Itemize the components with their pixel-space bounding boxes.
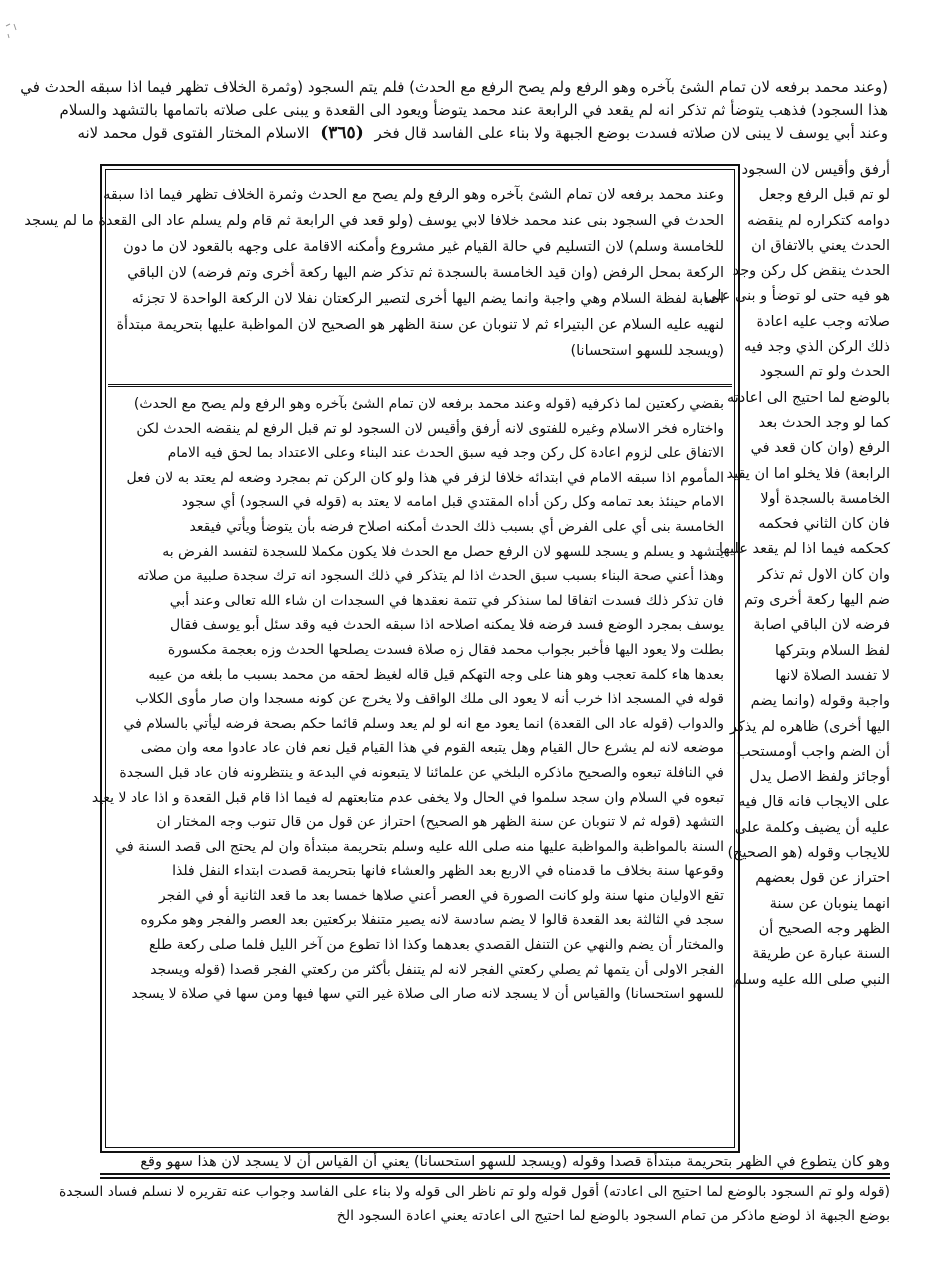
sharh-line: وهذا أعني صحة البناء بسبب سبق الحدث اذا لم يتذكر في ذلك السجود انه ترك سجدة صلبية من صلاته: [137, 568, 724, 585]
corner-mark-icon: [4, 20, 24, 40]
footnote-rule-inner: [100, 1177, 890, 1179]
sharh-line: التشهد (قوله ثم لا تنوبان عن سنة الظهر هو الصحيح) احتراز عن قول من قال تنوب وجه المختار ان: [156, 814, 724, 831]
section-divider: [108, 384, 732, 387]
sharh-line: موضعه لانه لم يشرع حال القيام وهل يتبعه القوم في هذا القيام قيل نعم فان عاد عادوا معه وان مضى: [140, 740, 724, 757]
margin-commentary: [704, 158, 890, 993]
margin-line: الحدث ينقض كل ركن وجد: [732, 263, 890, 280]
sharh-line: سجد في الثالثة بعد القعدة قالوا لا يضم سادسة لانه يصير متنفلا بركعتين بعد العصر والفجر وهو مكروه: [140, 912, 724, 929]
sharh-text: [91, 392, 724, 1007]
sharh-line: المأموم اذا سبقه الامام في ابتدائه خلافا لزفر في هذا ولو كان الركن تم بمجرد وضعه لم يعتد به لان فعل: [126, 469, 724, 486]
margin-line: ضم اليها ركعة أخرى وتم: [743, 592, 890, 609]
margin-line: للايجاب وقوله (هو الصحيح): [727, 845, 890, 862]
upper-line-end: الاسلام المختار الفتوى قول محمد لانه: [77, 124, 310, 142]
margin-line: فان كان الثاني فحكمه: [758, 516, 890, 533]
sharh-line: فان تذكر ذلك فسدت اتفاقا لما سنذكر في تتمة نعقدها في السجدات ان شاء الله تعالى وعند أبي: [169, 592, 724, 609]
continuation-line: وهو كان يتطوع في الظهر بتحريمة مبتدأة قصدا وقوله (ويسجد للسهو استحسانا) يعني أن القياس أن لا يسجد لان هذا سهو وقع: [140, 1154, 890, 1170]
sharh-line: يتشهد و يسلم و يسجد للسهو لان الرفع حصل مع الحدث فلا يكون مكملا للسجدة لتفسد الفرض به: [162, 543, 724, 560]
upper-line-start: وعند أبي يوسف لا يبنى لان صلاته فسدت بوضع الجبهة ولا بناء على الفاسد قال فخر: [374, 124, 888, 142]
matn-line: اصابة لفظة السلام وهي واجبة وانما يضم اليها أخرى لتصير الركعتان نفلا لان الركعة الواحدة لا تجزئه: [131, 291, 724, 307]
margin-line: انهما ينوبان عن سنة: [769, 895, 890, 912]
margin-line: النبي صلى الله عليه وسلم: [732, 971, 890, 988]
main-frame: [24, 164, 740, 1153]
margin-line: بالوضع لما احتيج الى اعادته: [726, 389, 890, 406]
sharh-line: والدواب (قوله عاد الى القعدة) انما يعود مع انه لو لم يعد وسلم قائما حكم بصحة فرضه ليأتي بالسلام في: [123, 715, 724, 732]
matn-line: الركعة بمحل الرفض (وان قيد الخامسة بالسجدة ثم تذكر ضم اليها ركعة أخرى وتم فرضه) لان الباقي: [127, 265, 724, 281]
margin-line: السنة عبارة عن طريقة: [752, 946, 890, 963]
margin-line: ذلك الركن الذي وجد فيه: [744, 339, 890, 356]
margin-line: وان كان الاول ثم تذكر: [757, 566, 890, 583]
upper-commentary: [20, 76, 888, 145]
margin-line: الحدث يعني بالاتفاق ان: [751, 237, 890, 254]
margin-line: اليها أخرى) ظاهره لم يذكر: [729, 718, 890, 735]
sharh-line: واختاره فخر الاسلام وغيره للفتوى لانه أرفق وأقيس لان السجود لو تم قبل الرفع لم ينقضه الحدث لكن: [136, 420, 724, 437]
margin-line: كحكمه فيما اذا لم يقعد عليها: [718, 541, 890, 558]
margin-line: لو تم قبل الرفع وجعل: [758, 187, 890, 204]
footnote-rule: [100, 1173, 890, 1175]
upper-line: هذا السجود) فذهب يتوضأ ثم تذكر انه لم يقعد في الرابعة عند محمد يتوضأ ويعود الى القعدة و يبنى على صلاته باتمامها بالتشهد والسلام: [59, 101, 888, 119]
matn-line: الحدث في السجود بنى عند محمد خلافا لابي يوسف (ولو قعد في الرابعة ثم قام ولم يسلم عاد الى القعدة ما لم يسجد: [24, 213, 724, 229]
margin-line: الرابعة) فلا يخلو اما ان يقيد: [726, 465, 890, 482]
footnote-line: (قوله ولو تم السجود بالوضع لما احتيج الى اعادته) أقول قوله ولو تم ناظر الى قوله ولا بناء على الفاسد وجواب عنه تقريره لا نسلم فساد السجدة: [58, 1184, 890, 1200]
margin-line: دوامه كتكراره لم ينقضه: [747, 212, 890, 229]
upper-line: [77, 122, 888, 145]
margin-line: كما لو وجد الحدث بعد: [758, 414, 890, 431]
upper-line: (وعند محمد برفعه لان تمام الشئ بآخره وهو الرفع ولم يصح الرفع مع الحدث) فلم يتم السجود (وثمرة الخلاف تظهر فيما اذا سبقه الحدث في: [20, 78, 888, 96]
footnotes: [58, 1180, 890, 1228]
sharh-line: تقع الاوليان منها سنة ولو كانت الصورة في العصر أعني صلاها خمسا بعد ما قعد الثانية أو في الفجر: [158, 887, 724, 904]
margin-line: الظهر وجه الصحيح أن: [758, 920, 890, 937]
sharh-line: الفجر الاولى أن يتمها ثم يصلي ركعتي الفجر لانه لم يتنفل بأكثر من ركعتي الفجر قصدا (قوله ويسجد: [150, 961, 724, 978]
sharh-line: يوسف بمجرد الوضع فسد فرضه فلا يمكنه اصلاحه اذا سبقه الحدث فيه وقد سئل أبو يوسف فقال: [169, 617, 724, 634]
margin-line: لفظ السلام وبتركها: [774, 642, 890, 659]
sharh-line: وقوعها سنة بخلاف ما قدمناه في الاربع بعد الظهر والعشاء فانها بتحريمة قصدت ابتداء النفل فلذا: [172, 863, 724, 880]
sharh-line: الاتفاق على لزوم اعادة كل ركن وجد فيه سبق الحدث عند البناء وعلى الاعتداد بما لحق فيه الامام: [167, 445, 724, 462]
matn-line: لنهيه عليه السلام عن البتيراء ثم لا تنوبان عن سنة الظهر هو الصحيح لان المواظبة عليها بتحريمة مبتدأة: [116, 317, 724, 333]
sharh-line: السنة بالمواظبة والمواظبة عليها منه صلى الله عليه وسلم بتحريمة مبتدأة وان لم يحتج الى قصد السنة في: [115, 838, 724, 855]
margin-line: أرفق وأقيس لان السجود: [741, 162, 890, 178]
margin-line: عليه أن يضيف وكلمة على: [734, 819, 890, 836]
sharh-line: بطلت ولا يعود اليها فأخبر بجواب محمد فقال زه صلاة فسدت يصلحها الحدث وزه بعجمة مكسورة: [167, 641, 724, 658]
margin-line: أن الضم واجب أومستحب: [736, 743, 890, 760]
sharh-line: والمختار أن يضم والنهي عن التنفل القصدي بعدهما وكذا اذا تطوع من آخر الليل فلما صلى ركعة طلع: [149, 937, 724, 954]
sharh-line: للسهو استحسانا) والقياس أن لا يسجد لانه صار الى صلاة غير التي سها فيها ومن سها في صلاة لا يسجد: [131, 986, 724, 1003]
margin-line: واجبة وقوله (وانما يضم: [750, 693, 890, 710]
sharh-line: في النافلة تبعوه والصحيح ماذكره البلخي عن علمائنا لا يتبعونه في البدعة و ينتظرونه فان عاد قبل السجدة: [119, 764, 724, 781]
margin-line: على الايجاب فانه قال فيه: [738, 794, 890, 811]
margin-line: الحدث ولو تم السجود: [759, 364, 890, 381]
margin-line: الخامسة بالسجدة أولا: [760, 490, 890, 507]
page-number: (٣٦٥): [320, 123, 364, 143]
matn-line: وعند محمد برفعه لان تمام الشئ بآخره وهو الرفع ولم يصح مع الحدث وثمرة الخلاف تظهر فيما اذا سبقه: [103, 187, 724, 203]
sharh-line: قوله في المسجد اذا خرب أنه لا يعود الى ملك الواقف ولا يخرج عن كونه مسجدا وان صار مأوى الكلاب: [135, 691, 724, 708]
margin-line: صلاته وجب عليه اعادة: [756, 313, 890, 330]
matn-line: (ويسجد للسهو استحسانا): [570, 343, 724, 359]
sharh-line: الخامسة بنى أي على الفرض أي بسبب ذلك الحدث أمكنه اصلاح فرضه بأن يتوضأ ويأتي فيقعد: [189, 518, 724, 535]
margin-line: هو فيه حتى لو توضأ و بنى على: [704, 288, 890, 305]
margin-line: الرفع (وان كان قعد في: [750, 440, 890, 457]
margin-line: احتراز عن قول بعضهم: [755, 870, 890, 887]
matn-line: للخامسة وسلم) لان التسليم في حالة القيام غير مشروع وأمكنه الاقامة على وجهه بالقعود لان ما دون: [123, 239, 724, 255]
sharh-line: بقضي ركعتين لما ذكرفيه (قوله وعند محمد برفعه لان تمام الشئ بآخره وهو الرفع ولم يصح مع الحدث): [133, 396, 724, 412]
sharh-line: بعدها هاء كلمة تعجب وهو هنا على وجه التهكم قيل قاله لغيظ لحقه من محمد بسبب ما بلغه من عيبه: [148, 666, 724, 683]
margin-line: لا تفسد الصلاة لانها: [775, 667, 890, 684]
sharh-line: تبعوه في السلام وان سجد سلموا في الحال ولا يخفى عدم متابعتهم له فيما اذا قام قبل القعدة و اذا عاد لا يعيد: [91, 789, 724, 806]
sharh-line: الامام حينئذ بعد تمامه وكل ركن أداه المقتدي قبل امامه لا يعتد به (قوله في السجود) أي سجود: [181, 494, 724, 511]
margin-line: أوجائز ولفظ الاصل يدل: [749, 769, 890, 786]
matn-text: [24, 182, 724, 364]
margin-line: فرضه لان الباقي اصابة: [753, 617, 890, 634]
footnote-line: بوضع الجبهة اذ لوضع ماذكر من تمام السجود بالوضع لما احتيج الى اعادته يعني اعادة السجود الخ: [336, 1208, 890, 1224]
